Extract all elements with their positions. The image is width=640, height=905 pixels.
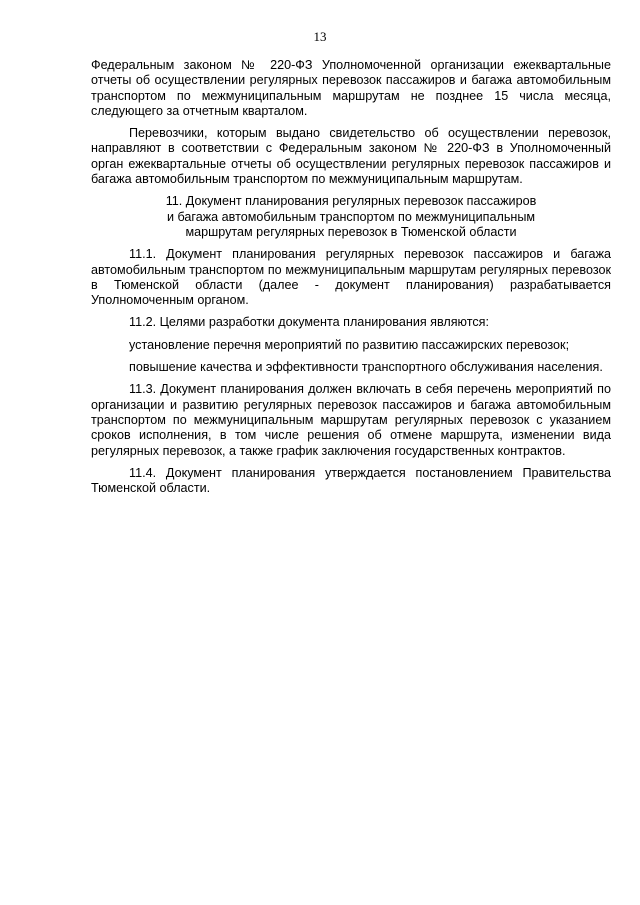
paragraph-carriers-reports: Перевозчики, которым выдано свидетельство об осуществлении перевозок, направляют в соответствии с Федеральным законом № 220-ФЗ в Уполномоченный орган ежеквартальные отчеты об осуществлении регулярных перевозок пассажиров и багажа автомобильным транспортом по межмуниципальным маршрутам. — [91, 126, 611, 187]
document-body — [91, 58, 611, 503]
paragraph-11-2: 11.2. Целями разработки документа планирования являются: — [129, 315, 489, 330]
paragraph-continuation: Федеральным законом № 220-ФЗ Уполномоченной организации ежеквартальные отчеты об осуществлении регулярных перевозок пассажиров и багажа автомобильным транспортом по межмуниципальным маршрутам не позднее 15 числа месяца, следующего за отчетным кварталом. — [91, 58, 611, 118]
section-heading-line: и багажа автомобильным транспортом по межмуниципальным — [166, 209, 536, 224]
paragraph-11-1: 11.1. Документ планирования регулярных перевозок пассажиров и багажа автомобильным транспортом по межмуниципальным маршрутам регулярных перевозок в Тюменской области (далее - документ планирования) разрабатывается Уполномоченным органом. — [91, 247, 611, 308]
paragraph-11-3: 11.3. Документ планирования должен включать в себя перечень мероприятий по организации и развитию регулярных перевозок пассажиров и багажа автомобильным транспортом по межмуниципальным маршрутам регулярных перевозок с указанием сроков исполнения, в том числе решения об отмене маршрута, изменении вида регулярных перевозок, а также график заключения государственных контрактов. — [91, 382, 611, 458]
section-heading-line: маршрутам регулярных перевозок в Тюменской области — [185, 224, 517, 239]
page-number: 13 — [313, 29, 327, 44]
paragraph-goal-1: установление перечня мероприятий по развитию пассажирских перевозок; — [129, 337, 570, 352]
section-heading — [91, 194, 611, 240]
paragraph-goal-2: повышение качества и эффективности транспортного обслуживания населения. — [129, 360, 603, 375]
paragraph-11-4: 11.4. Документ планирования утверждается постановлением Правительства Тюменской области. — [91, 465, 611, 496]
section-heading-line: 11. Документ планирования регулярных перевозок пассажиров — [165, 194, 537, 209]
